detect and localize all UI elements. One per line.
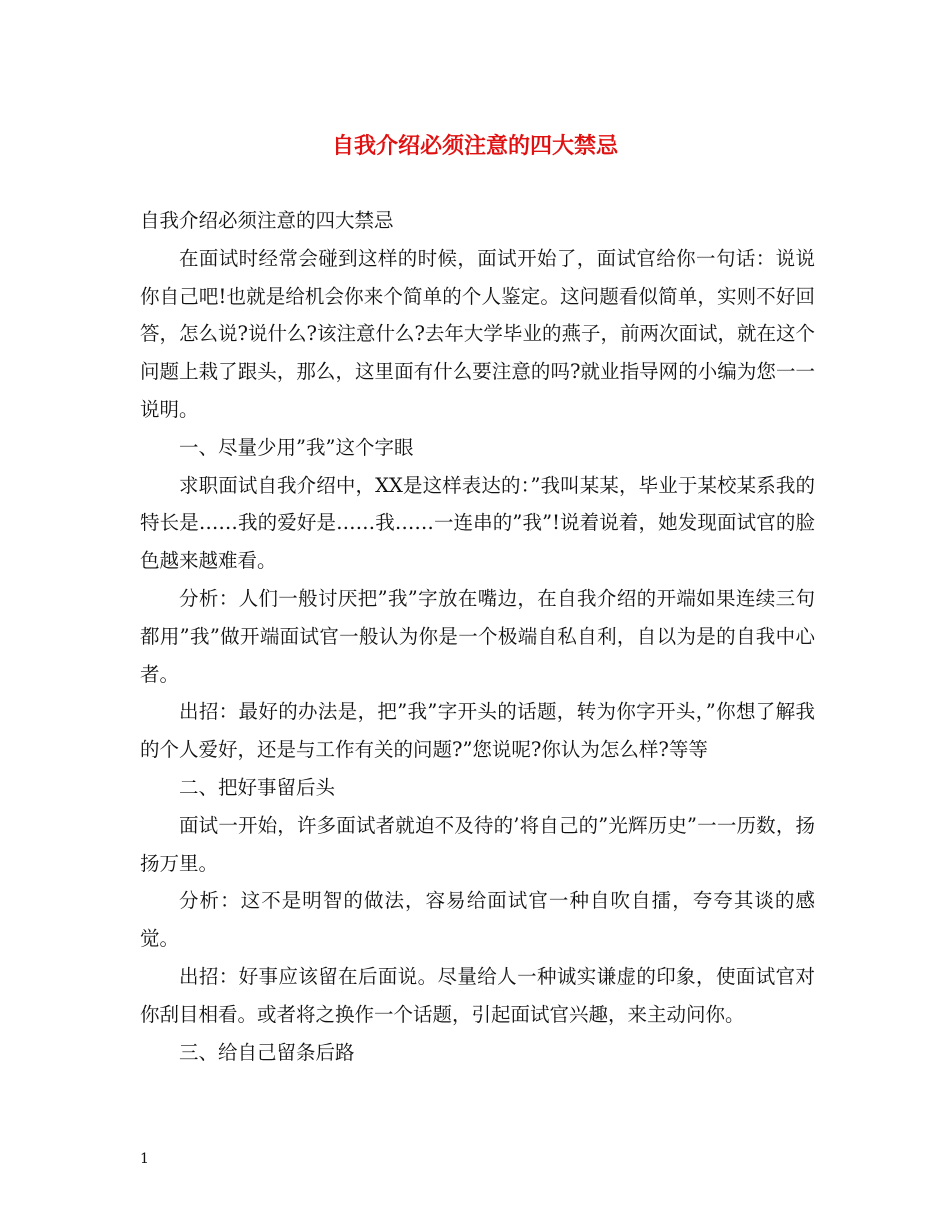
section-1-analysis: 分析：人们一般讨厌把”我”字放在嘴边，在自我介绍的开端如果连续三句都用”我”做开端面试官一般认为你是一个极端自私自利，自以为是的自我中心者。 <box>140 586 815 686</box>
section-heading-3: 三、给自己留条后路 <box>179 1040 355 1064</box>
intro-paragraph: 在面试时经常会碰到这样的时候，面试开始了，面试官给你一句话：说说你自己吧!也就是给机会你来个简单的个人鉴定。这问题看似简单，实则不好回答，怎么说?说什么?该注意什么?去年大学毕业的燕子，前两次面试，就在这个问题上栽了跟头，那么，这里面有什么要注意的吗?就业指导网的小编为您一一说明。 <box>140 246 815 421</box>
document-title: 自我介绍必须注意的四大禁忌 <box>331 133 618 159</box>
section-2-analysis: 分析：这不是明智的做法，容易给面试官一种自吹自擂，夸夸其谈的感觉。 <box>140 889 815 951</box>
section-2-paragraph: 面试一开始，许多面试者就迫不及待的’将自己的”光辉历史”一一历数，扬扬万里。 <box>140 813 815 875</box>
section-1-tip: 出招：最好的办法是，把”我”字开头的话题，转为你字开头，”你想了解我的个人爱好，还是与工作有关的问题?”您说呢?你认为怎么样?等等 <box>140 700 815 762</box>
section-2-tip: 出招：好事应该留在后面说。尽量给人一种诚实谦虚的印象，使面试官对你刮目相看。或者将之换作一个话题，引起面试官兴趣，来主动问你。 <box>140 964 815 1026</box>
document-body <box>140 202 815 1071</box>
section-1-paragraph: 求职面试自我介绍中，XX是这样表达的：”我叫某某，毕业于某校某系我的特长是……我的爱好是……我……一连串的”我”!说着说着，她发现面试官的脸色越来越难看。 <box>140 473 815 573</box>
section-heading-1: 一、尽量少用”我”这个字眼 <box>179 435 414 459</box>
body-heading: 自我介绍必须注意的四大禁忌 <box>140 209 394 232</box>
page-number: 1 <box>140 1151 149 1167</box>
section-heading-2: 二、把好事留后头 <box>179 775 336 799</box>
